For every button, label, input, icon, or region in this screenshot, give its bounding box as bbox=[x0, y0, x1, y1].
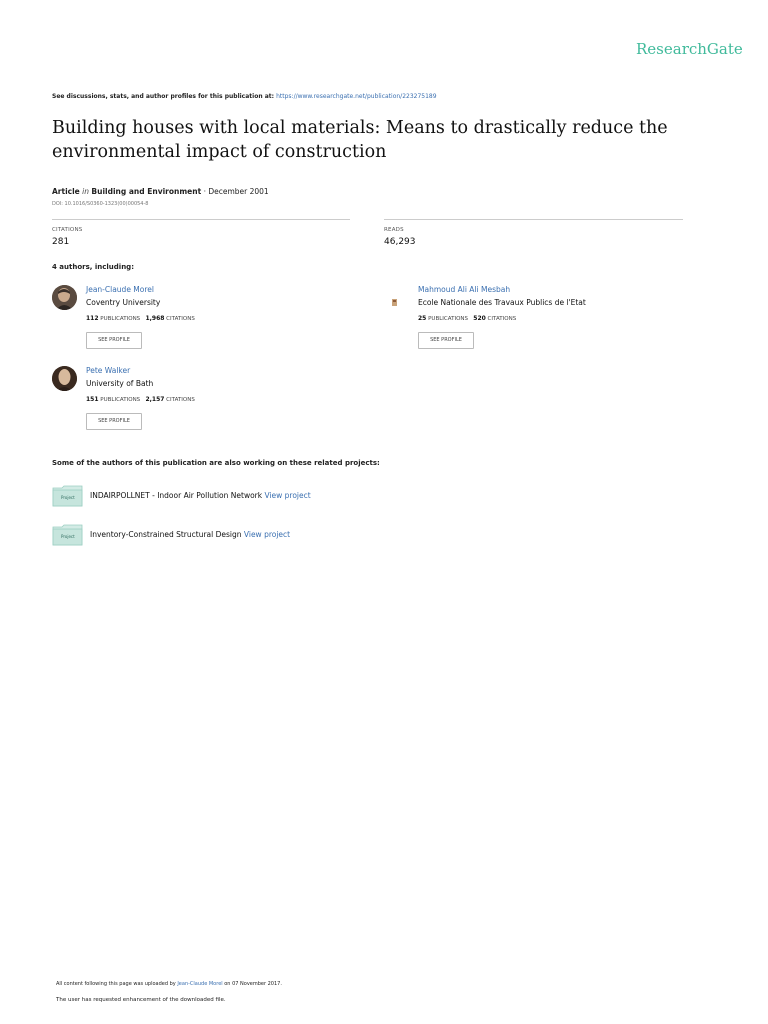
see-profile-button[interactable]: SEE PROFILE bbox=[418, 332, 474, 349]
author-institution: University of Bath bbox=[86, 379, 154, 388]
projects-heading: Some of the authors of this publication are also working on these related projects: bbox=[52, 459, 380, 467]
publications-label: PUBLICATIONS bbox=[100, 316, 141, 322]
upload-suffix: on 07 November 2017. bbox=[224, 981, 282, 987]
upload-info bbox=[56, 981, 282, 987]
researchgate-logo[interactable]: ResearchGate bbox=[636, 40, 743, 58]
reads-label: READS bbox=[384, 227, 404, 233]
author-name-link[interactable]: Jean-Claude Morel bbox=[86, 285, 154, 294]
citations-value: 281 bbox=[52, 237, 70, 247]
see-profile-button[interactable]: SEE PROFILE bbox=[86, 332, 142, 349]
avatar[interactable] bbox=[52, 366, 77, 391]
author-name-link[interactable]: Mahmoud Ali Ali Mesbah bbox=[418, 285, 511, 294]
enhancement-note: The user has requested enhancement of the downloaded file. bbox=[56, 997, 226, 1003]
project-folder-label: Project bbox=[61, 495, 75, 500]
publications-count: 151 bbox=[86, 396, 99, 403]
project-text bbox=[90, 530, 290, 539]
see-discussions-line bbox=[52, 93, 437, 100]
author-institution: Coventry University bbox=[86, 298, 161, 307]
authors-heading: 4 authors, including: bbox=[52, 263, 134, 271]
citations-label: CITATIONS bbox=[487, 316, 517, 322]
publications-count: 112 bbox=[86, 315, 99, 322]
reads-value: 46,293 bbox=[384, 237, 416, 247]
citations-label: CITATIONS bbox=[166, 397, 195, 403]
journal-name[interactable]: Building and Environment bbox=[91, 187, 202, 196]
author-stats bbox=[86, 396, 195, 403]
see-discussions-text: See discussions, stats, and author profiles for this publication at: bbox=[52, 93, 275, 100]
see-profile-button[interactable]: SEE PROFILE bbox=[86, 413, 142, 430]
project-folder-label: Project bbox=[61, 534, 75, 539]
author-name-link[interactable]: Pete Walker bbox=[86, 366, 131, 375]
avatar[interactable] bbox=[52, 285, 77, 310]
publication-meta bbox=[52, 187, 269, 196]
view-project-link[interactable]: View project bbox=[264, 491, 311, 500]
author-stats bbox=[418, 315, 516, 322]
publication-date: · December 2001 bbox=[203, 187, 269, 196]
citations-label: CITATIONS bbox=[166, 316, 195, 322]
author-institution: Ecole Nationale des Travaux Publics de l'Etat bbox=[418, 298, 586, 307]
project-folder-icon bbox=[52, 524, 83, 546]
doi-text: DOI: 10.1016/S0360-1323(00)00054-8 bbox=[52, 201, 149, 207]
upload-prefix: All content following this page was uploaded by bbox=[56, 981, 176, 987]
publication-title: Building houses with local materials: Means to drastically reduce the environmental impact of construction bbox=[52, 118, 668, 162]
publication-url-link[interactable]: https://www.researchgate.net/publication/223275189 bbox=[276, 93, 437, 100]
divider-left bbox=[52, 219, 350, 220]
publication-type: Article bbox=[52, 187, 80, 196]
project-name: INDAIRPOLLNET - Indoor Air Pollution Network bbox=[90, 491, 263, 500]
project-text bbox=[90, 491, 311, 500]
author-stats bbox=[86, 315, 195, 322]
divider-right bbox=[384, 219, 683, 220]
uploader-link[interactable]: Jean-Claude Morel bbox=[177, 981, 223, 987]
citations-label: CITATIONS bbox=[52, 227, 83, 233]
citations-count: 1,968 bbox=[145, 315, 165, 322]
project-name: Inventory-Constrained Structural Design bbox=[90, 530, 242, 539]
publications-count: 25 bbox=[418, 315, 427, 322]
project-folder-icon bbox=[52, 485, 83, 507]
citations-count: 2,157 bbox=[145, 396, 165, 403]
citations-count: 520 bbox=[473, 315, 486, 322]
avatar-placeholder-icon[interactable] bbox=[392, 291, 397, 298]
publications-label: PUBLICATIONS bbox=[100, 397, 141, 403]
in-word: in bbox=[82, 187, 89, 196]
view-project-link[interactable]: View project bbox=[243, 530, 291, 539]
publications-label: PUBLICATIONS bbox=[428, 316, 469, 322]
